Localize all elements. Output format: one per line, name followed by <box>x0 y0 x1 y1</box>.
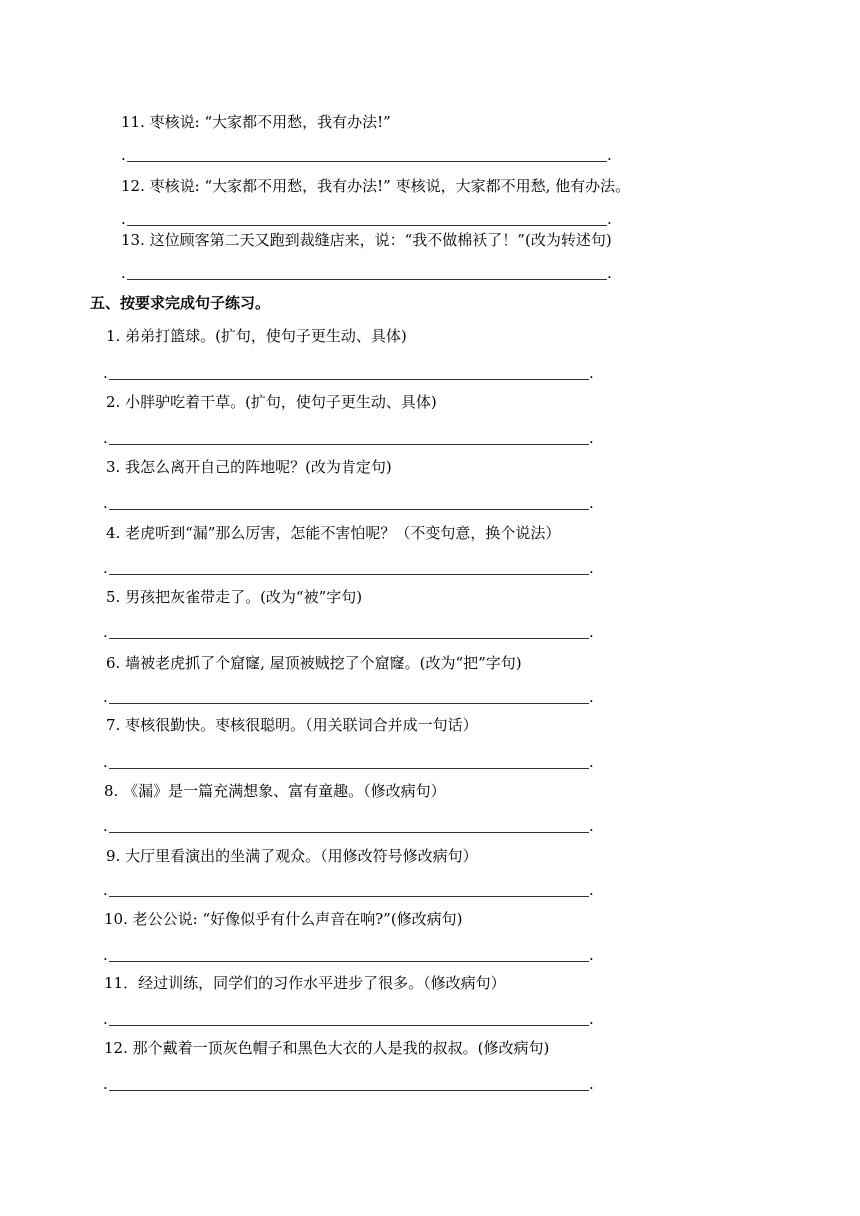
answer-line-5[interactable] <box>103 625 595 639</box>
answer-blank[interactable] <box>109 561 589 575</box>
answer-blank[interactable] <box>127 266 607 280</box>
answer-start-dot: . <box>103 881 108 899</box>
answer-blank[interactable] <box>109 625 589 639</box>
answer-line-12[interactable] <box>103 1077 595 1091</box>
answer-line-10[interactable] <box>103 948 595 962</box>
question-3: 3. 我怎么离开自己的阵地呢？(改为肯定句) <box>106 458 392 476</box>
answer-blank[interactable] <box>109 1012 589 1026</box>
answer-line-11-a[interactable] <box>121 148 613 162</box>
answer-line-3[interactable] <box>103 496 595 510</box>
answer-start-dot: . <box>103 688 108 706</box>
answer-end-dot: . <box>607 210 612 228</box>
answer-start-dot: . <box>103 429 108 447</box>
question-12: 12. 那个戴着一顶灰色帽子和黑色大衣的人是我的叔叔。(修改病句) <box>104 1039 550 1057</box>
answer-end-dot: . <box>589 494 594 512</box>
answer-end-dot: . <box>589 881 594 899</box>
answer-start-dot: . <box>121 264 126 282</box>
answer-end-dot: . <box>607 264 612 282</box>
question-12-a: 12. 枣核说: “大家都不用愁，我有办法!” 枣核说，大家都不用愁, 他有办法。 <box>121 177 631 195</box>
answer-end-dot: . <box>589 559 594 577</box>
answer-start-dot: . <box>103 623 108 641</box>
answer-blank[interactable] <box>127 148 607 162</box>
answer-line-4[interactable] <box>103 561 595 575</box>
answer-end-dot: . <box>589 429 594 447</box>
section-heading: 五、按要求完成句子练习。 <box>90 294 271 312</box>
answer-line-9[interactable] <box>103 883 595 897</box>
answer-end-dot: . <box>589 688 594 706</box>
answer-blank[interactable] <box>127 212 607 226</box>
answer-line-13-a[interactable] <box>121 266 613 280</box>
question-6: 6. 墙被老虎抓了个窟窿, 屋顶被贼挖了个窟窿。(改为“把”字句) <box>106 654 522 672</box>
answer-line-6[interactable] <box>103 690 595 704</box>
answer-end-dot: . <box>607 146 612 164</box>
answer-blank[interactable] <box>109 755 589 769</box>
answer-end-dot: . <box>589 623 594 641</box>
answer-line-2[interactable] <box>103 431 595 445</box>
answer-end-dot: . <box>589 1010 594 1028</box>
answer-end-dot: . <box>589 364 594 382</box>
question-11: 11．经过训练，同学们的习作水平进步了很多。（修改病句） <box>104 974 506 992</box>
answer-start-dot: . <box>103 817 108 835</box>
answer-end-dot: . <box>589 1075 594 1093</box>
question-5: 5. 男孩把灰雀带走了。(改为“被”字句) <box>106 588 363 606</box>
answer-start-dot: . <box>103 559 108 577</box>
answer-blank[interactable] <box>109 690 589 704</box>
question-8: 8. 《漏》是一篇充满想象、富有童趣。（修改病句） <box>104 782 446 800</box>
answer-blank[interactable] <box>109 1077 589 1091</box>
answer-blank[interactable] <box>109 496 589 510</box>
question-1: 1. 弟弟打篮球。(扩句，使句子更生动、具体) <box>106 327 407 345</box>
question-4: 4. 老虎听到“漏”那么厉害，怎能不害怕呢？（不变句意，换个说法） <box>106 524 561 542</box>
answer-line-7[interactable] <box>103 755 595 769</box>
answer-start-dot: . <box>103 1010 108 1028</box>
answer-line-1[interactable] <box>103 366 595 380</box>
answer-line-8[interactable] <box>103 819 595 833</box>
answer-blank[interactable] <box>109 366 589 380</box>
answer-end-dot: . <box>589 817 594 835</box>
question-10: 10. 老公公说: “好像似乎有什么声音在响?”(修改病句) <box>104 910 463 928</box>
answer-end-dot: . <box>589 946 594 964</box>
answer-line-12-a[interactable] <box>121 212 613 226</box>
question-2: 2. 小胖驴吃着干草。(扩句，使句子更生动、具体) <box>106 393 437 411</box>
answer-start-dot: . <box>103 946 108 964</box>
answer-start-dot: . <box>103 1075 108 1093</box>
answer-start-dot: . <box>103 494 108 512</box>
answer-end-dot: . <box>589 753 594 771</box>
answer-start-dot: . <box>103 753 108 771</box>
answer-start-dot: . <box>103 364 108 382</box>
answer-blank[interactable] <box>109 431 589 445</box>
answer-start-dot: . <box>121 146 126 164</box>
answer-blank[interactable] <box>109 883 589 897</box>
answer-start-dot: . <box>121 210 126 228</box>
answer-blank[interactable] <box>109 819 589 833</box>
question-7: 7. 枣核很勤快。枣核很聪明。（用关联词合并成一句话） <box>106 716 478 734</box>
question-13-a: 13. 这位顾客第二天又跑到裁缝店来，说：“我不做棉袄了！”(改为转述句) <box>121 231 612 249</box>
question-9: 9. 大厅里看演出的坐满了观众。（用修改符号修改病句） <box>106 847 478 865</box>
question-11-a: 11. 枣核说: “大家都不用愁，我有办法!” <box>121 113 391 131</box>
answer-blank[interactable] <box>109 948 589 962</box>
answer-line-11[interactable] <box>103 1012 595 1026</box>
